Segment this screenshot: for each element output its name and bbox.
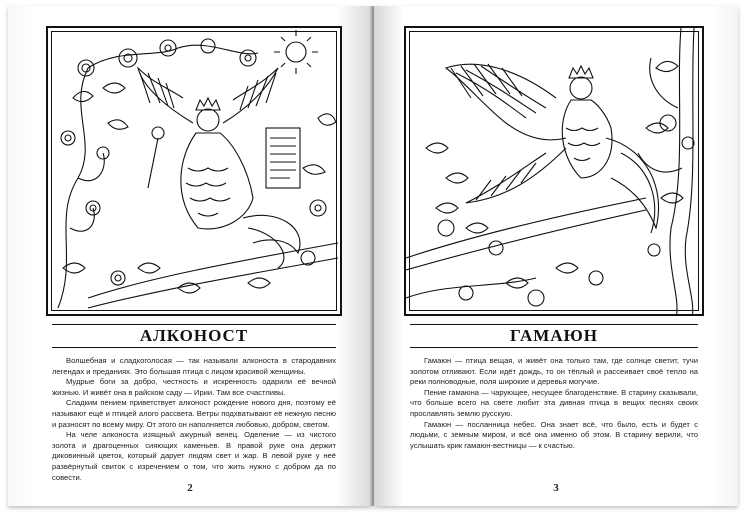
left-paragraph: Мудрые боги за добро, честность и искренность одарили её вечной жизнью. И живёт она в райском саду — Ирии. Там все счастливы. (52, 377, 336, 397)
left-page-text (52, 356, 336, 483)
left-page-number: 2 (187, 482, 193, 494)
alkonost-illustration (46, 26, 342, 316)
left-paragraph: Волшебная и сладкоголосая — так называли алконоста в стародавних легендах и преданиях. Это большая птица с лицом красивой женщины. (52, 356, 336, 376)
left-paragraph: На челе алконоста изящный ажурный венец. Оделение — из чистого золота и драгоценных сияющих каменьев. В правой руке она держит диковинный цветок, который дарует людям свет и жар. В левой руке у неё развёрнутый свиток с изречением о том, что жить нужно с добром да по совести. (52, 430, 336, 482)
right-page (374, 6, 738, 506)
gamayun-illustration (404, 26, 704, 316)
left-page (8, 6, 372, 506)
right-paragraph: Гамаюн — птица вещая, и живёт она только там, где солнце светит, тучи золотом отливают. Если идёт дождь, то он тёплый и рассеивает своё тепло на реки полноводные, поля широкие и деревья могучие. (410, 356, 698, 387)
alkonost-drawing (48, 28, 342, 316)
left-page-title: АЛКОНОСТ (139, 326, 249, 345)
gamayun-drawing (406, 28, 704, 316)
right-page-title: ГАМАЮН (510, 326, 598, 345)
open-book (8, 6, 738, 512)
right-paragraph: Пение гамаюна — чарующее, несущее благоденствие. В старину сказывали, что больше всего на свете любит эта дивная птица в вещих песнях своих прославлять землю русскую. (410, 387, 698, 418)
right-page-number: 3 (553, 482, 559, 494)
right-page-text (410, 356, 698, 451)
right-paragraph: Гамаюн — посланница небес. Она знает всё, что было, есть и будет с людьми, с земным миром, и всё она именно об этом. В старину верили, что услышать крик гамаюн-вестницы — к счастью. (410, 419, 698, 450)
left-paragraph: Сладким пением приветствует алконост рождение нового дня, поэтому её называют ещё и птицей алого рассвета. Ветры подхватывают её нежную песню и разносят по всему миру. От этого он наполняется любовью, добром, светом. (52, 398, 336, 429)
